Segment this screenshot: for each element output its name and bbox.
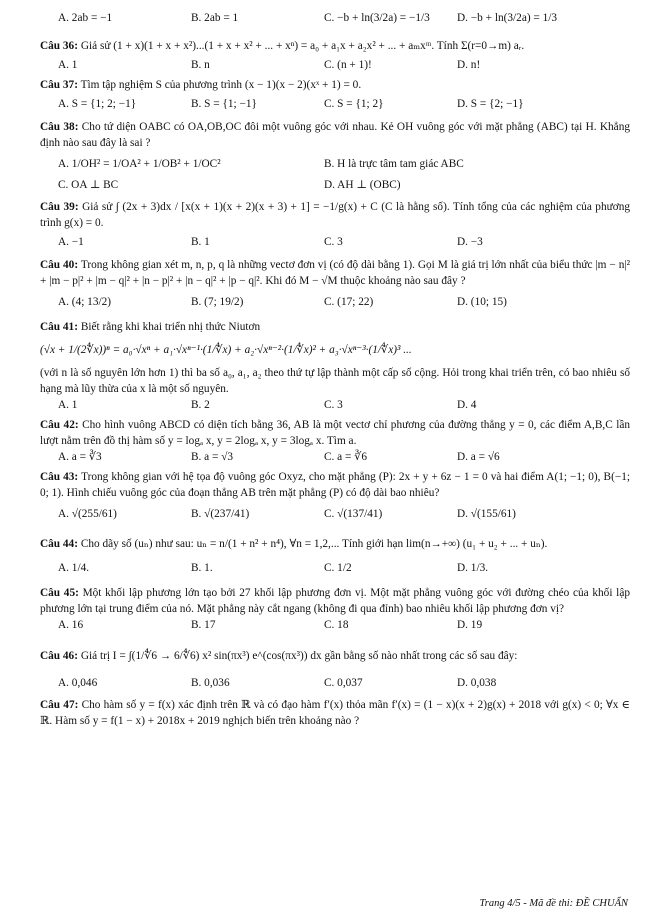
- option-c: C. OA ⊥ BC: [58, 179, 119, 191]
- question-number: Câu 41:: [40, 321, 78, 333]
- question-text: Một khối lập phương lớn tạo bởi 27 khối lập phương đơn vị. Một mặt phẳng vuông góc với đường chéo của khối lập phương lớn tại trung điểm của nó. Mặt phẳng này cắt ngang (không đi qua đỉnh) bao nhiêu khối lập phương đơn vị?: [40, 587, 630, 615]
- page-footer: Trang 4/5 - Mã đề thi: ĐỀ CHUẨN: [479, 898, 628, 909]
- option-b: B. √(237/41): [191, 508, 250, 520]
- question-number: Câu 46:: [40, 650, 78, 662]
- option-c: C. 3: [324, 399, 343, 411]
- option-b: B. 0,036: [191, 677, 230, 689]
- option-b: B. 2: [191, 399, 210, 411]
- option-d: D. 0,038: [457, 677, 497, 689]
- question-number: Câu 42:: [40, 419, 79, 431]
- option-b: B. 1.: [191, 562, 213, 574]
- question-text: Cho dãy số (uₙ) như sau: uₙ = n/(1 + n² + n⁴), ∀n = 1,2,... Tính giới hạn lim(n→+∞) (u₁ + u₂ + ... + uₙ).: [80, 538, 548, 550]
- option-d: D. 19: [457, 619, 483, 631]
- option-b: B. a = √3: [191, 451, 234, 463]
- option-c: C. √(137/41): [324, 508, 383, 520]
- option-b: B. 2ab = 1: [191, 12, 239, 24]
- option-d: D. 1/3.: [457, 562, 489, 574]
- option-b: B. (7; 19/2): [191, 296, 244, 308]
- question-45: [40, 585, 630, 633]
- option-c: C. 0,037: [324, 677, 363, 689]
- option-c: C. 3: [324, 236, 343, 248]
- question-text: Trong không gian xét m, n, p, q là những vectơ đơn vị (có độ dài bằng 1). Gọi M là giá trị lớn nhất của biểu thức |m − n|² + |m − p|² + |m − q|² + |n − p|² + |n − q|² + |p − q|². Khi đó M − √M thuộc khoảng nào sau đây ?: [40, 259, 630, 287]
- exam-content: [40, 7, 630, 729]
- option-c: C. (17; 22): [324, 296, 374, 308]
- option-b: B. H là trực tâm tam giác ABC: [324, 158, 464, 170]
- option-a: A. a = ∛3: [58, 451, 102, 463]
- option-a: A. √(255/61): [58, 508, 117, 520]
- question-text: Giá trị I = ∫(1/∜6 → 6/∜6) x² sin(πx³) e^(cos(πx³)) dx gần bằng số nào nhất trong các số sau đây:: [80, 650, 518, 662]
- question-36: [40, 35, 630, 73]
- option-c: C. 1/2: [324, 562, 352, 574]
- option-a: A. 1/4.: [58, 562, 90, 574]
- question-text-continued: (với n là số nguyên lớn hơn 1) thì ba số a₀, a₁, a₂ theo thứ tự lập thành một cấp số cộng. Hỏi trong khai triển trên, có bao nhiêu số hạng mà lũy thừa của x là một số nguyên.: [40, 367, 630, 395]
- option-b: B. n: [191, 59, 210, 71]
- option-b: B. S = {1; −1}: [191, 98, 257, 110]
- question-text: Cho hình vuông ABCD có diện tích bằng 36, AB là một vectơ chỉ phương của đường thẳng y = 0, các điểm A,B,C lần lượt nằm trên đồ thị hàm số y = logₐ x, y = 2logₐ x, y = 3logₐ x. Tìm a.: [40, 419, 630, 447]
- question-37: [40, 77, 630, 115]
- option-d: D. −b + ln(3/2a) = 1/3: [457, 12, 558, 24]
- question-number: Câu 40:: [40, 259, 79, 271]
- option-c: C. a = ∛6: [324, 451, 368, 463]
- question-number: Câu 47:: [40, 699, 79, 711]
- option-a: A. −1: [58, 236, 84, 248]
- option-b: B. 17: [191, 619, 216, 631]
- question-number: Câu 39:: [40, 201, 79, 213]
- option-a: A. 0,046: [58, 677, 98, 689]
- option-a: A. 16: [58, 619, 84, 631]
- option-d: D. 4: [457, 399, 477, 411]
- question-38: [40, 119, 630, 193]
- option-d: D. AH ⊥ (OBC): [324, 179, 401, 191]
- option-a: A. 2ab = −1: [58, 12, 113, 24]
- option-d: D. √(155/61): [457, 508, 516, 520]
- question-number: Câu 43:: [40, 471, 79, 483]
- option-c: C. 18: [324, 619, 349, 631]
- option-a: A. 1/OH² = 1/OA² + 1/OB² + 1/OC²: [58, 158, 221, 170]
- option-d: D. S = {2; −1}: [457, 98, 524, 110]
- option-c: C. S = {1; 2}: [324, 98, 384, 110]
- question-46: [40, 643, 630, 691]
- question-40: [40, 257, 630, 315]
- question-42: [40, 417, 630, 465]
- option-c: C. (n + 1)!: [324, 59, 372, 71]
- question-43: [40, 469, 630, 527]
- option-b: B. 1: [191, 236, 210, 248]
- question-number: Câu 45:: [40, 587, 79, 599]
- question-text: Cho hàm số y = f(x) xác định trên ℝ và có đạo hàm f′(x) thỏa mãn f′(x) = (1 − x)(x + 2)g(x) + 2018 với g(x) < 0; ∀x ∈ ℝ. Hàm số y = f(1 − x) + 2018x + 2019 nghịch biến trên khoảng nào ?: [40, 699, 630, 727]
- question-number: Câu 38:: [40, 121, 79, 133]
- question-number: Câu 44:: [40, 538, 78, 550]
- question-44: [40, 533, 630, 581]
- option-a: A. 1: [58, 59, 78, 71]
- option-a: A. 1: [58, 399, 78, 411]
- question-text: Trong không gian với hệ tọa độ vuông góc Oxyz, cho mặt phẳng (P): 2x + y + 6z − 1 = 0 và hai điểm A(1; −1; 0), B(−1; 0; 1). Hình chiếu vuông góc của đoạn thẳng AB trên mặt phẳng (P) có độ dài bao nhiêu?: [40, 471, 630, 499]
- question-39: [40, 199, 630, 253]
- binomial-formula: (√x + 1/(2∜x))ⁿ = a₀·√xⁿ + a₁·√xⁿ⁻¹·(1/∜x) + a₂·√xⁿ⁻²·(1/∜x)² + a₃·√xⁿ⁻³·(1/∜x)³ ...: [40, 344, 412, 356]
- question-number: Câu 36:: [40, 40, 78, 52]
- question-text: Biết rằng khi khai triển nhị thức Niutơn: [80, 321, 261, 333]
- question-text: Cho tứ diện OABC có OA,OB,OC đôi một vuông góc với nhau. Kẻ OH vuông góc với mặt phẳng (ABC) tại H. Khẳng định nào sau đây là sai ?: [40, 121, 630, 149]
- option-d: D. (10; 15): [457, 296, 507, 308]
- option-d: D. a = √6: [457, 451, 500, 463]
- question-number: Câu 37:: [40, 79, 78, 91]
- option-a: A. (4; 13/2): [58, 296, 112, 308]
- option-d: D. n!: [457, 59, 481, 71]
- option-a: A. S = {1; 2; −1}: [58, 98, 137, 110]
- question-47: [40, 697, 630, 729]
- question-text: Tìm tập nghiệm S của phương trình (x − 1)(x − 2)(xˣ + 1) = 0.: [80, 79, 362, 91]
- question-text: Giả sử (1 + x)(1 + x + x²)...(1 + x + x² + ... + xⁿ) = a₀ + a₁x + a₂x² + ... + aₘxᵐ. Tính Σ(r=0→m) aᵣ.: [80, 40, 525, 52]
- option-c: C. −b + ln(3/2a) = −1/3: [324, 12, 430, 24]
- question-41: [40, 319, 630, 413]
- question-text: Giả sử ∫ (2x + 3)dx / [x(x + 1)(x + 2)(x + 3) + 1] = −1/g(x) + C (C là hằng số). Tính tổng của các nghiệm của phương trình g(x) = 0.: [40, 201, 630, 229]
- option-d: D. −3: [457, 236, 483, 248]
- prev-options: [40, 7, 630, 29]
